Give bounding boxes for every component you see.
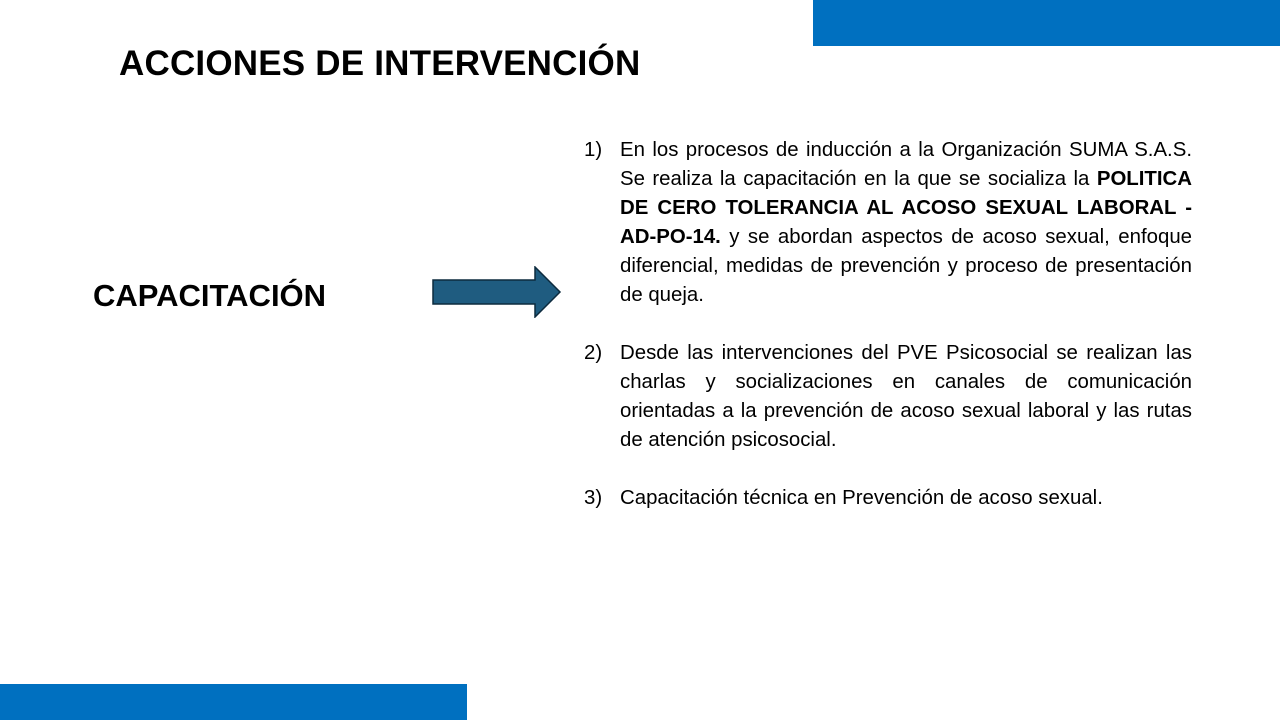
slide-title: ACCIONES DE INTERVENCIÓN: [119, 44, 641, 83]
section-label: CAPACITACIÓN: [93, 278, 327, 313]
item-number: 2): [584, 342, 603, 364]
item-text: Desde las intervenciones del PVE Psicosocial se realizan las charlas y socializaciones en canales de comunicación orientadas a la prevención de acoso sexual laboral y las rutas de atención psicosocial.: [620, 342, 1192, 451]
list-item: [584, 136, 1192, 310]
bottom-accent-bar: [0, 684, 467, 720]
right-arrow-icon: [432, 266, 562, 318]
actions-list: [584, 136, 1192, 513]
item-text: Capacitación técnica en Prevención de acoso sexual.: [620, 487, 1103, 509]
item-number: 3): [584, 487, 603, 509]
top-accent-bar: [813, 0, 1280, 46]
list-item: [584, 339, 1192, 455]
list-item: [584, 484, 1192, 513]
policy-name: POLITICA DE CERO TOLERANCIA AL ACOSO SEXUAL LABORAL - AD-PO-14.: [620, 168, 1192, 248]
item-text: En los procesos de inducción a la Organización SUMA S.A.S. Se realiza la capacitación en la que se socializa la POLITICA DE CERO TOLERANCIA AL ACOSO SEXUAL LABORAL - AD-PO-14. y se abordan aspectos de acoso sexual, enfoque diferencial, medidas de prevención y proceso de presentación de queja.: [620, 139, 1192, 306]
item-number: 1): [584, 139, 603, 161]
